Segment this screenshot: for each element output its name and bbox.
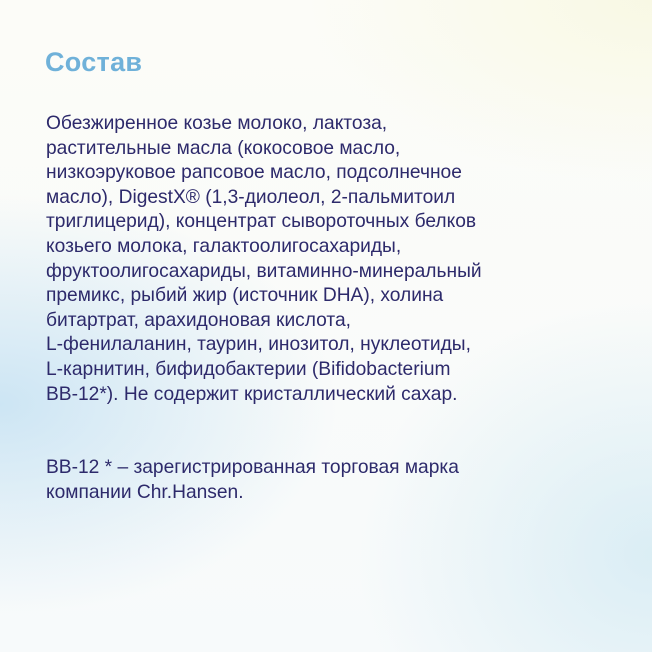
composition-line: низкоэруковое рапсовое масло, подсолнечное	[46, 162, 462, 184]
composition-line: растительные масла (кокосовое масло,	[46, 137, 401, 159]
composition-line: козьего молока, галактоолигосахариды,	[46, 235, 402, 257]
composition-line: Обезжиренное козье молоко, лактоза,	[46, 113, 388, 134]
footnote-line: компании Chr.Hansen.	[46, 481, 244, 503]
composition-line: L-карнитин, бифидобактерии (Bifidobacterium	[46, 358, 451, 380]
page-title: Состав	[45, 47, 143, 77]
composition-line: масло), DigestX® (1,3-диолеол, 2-пальмитоил	[46, 186, 456, 208]
composition-line: L-фенилаланин, таурин, инозитол, нуклеотиды,	[46, 334, 471, 356]
composition-line: премикс, рыбий жир (источник DHA), холина	[46, 285, 444, 307]
composition-text	[46, 112, 626, 407]
footnote-line: BB-12 * – зарегистрированная торговая марка	[46, 457, 459, 478]
composition-line: BB-12*). Не содержит кристаллический сахар.	[46, 383, 458, 405]
composition-line: битартрат, арахидоновая кислота,	[46, 309, 352, 331]
composition-line: фруктоолигосахариды, витаминно-минеральный	[46, 260, 482, 282]
composition-line: триглицерид), концентрат сывороточных белков	[46, 211, 477, 233]
trademark-footnote	[46, 456, 626, 505]
